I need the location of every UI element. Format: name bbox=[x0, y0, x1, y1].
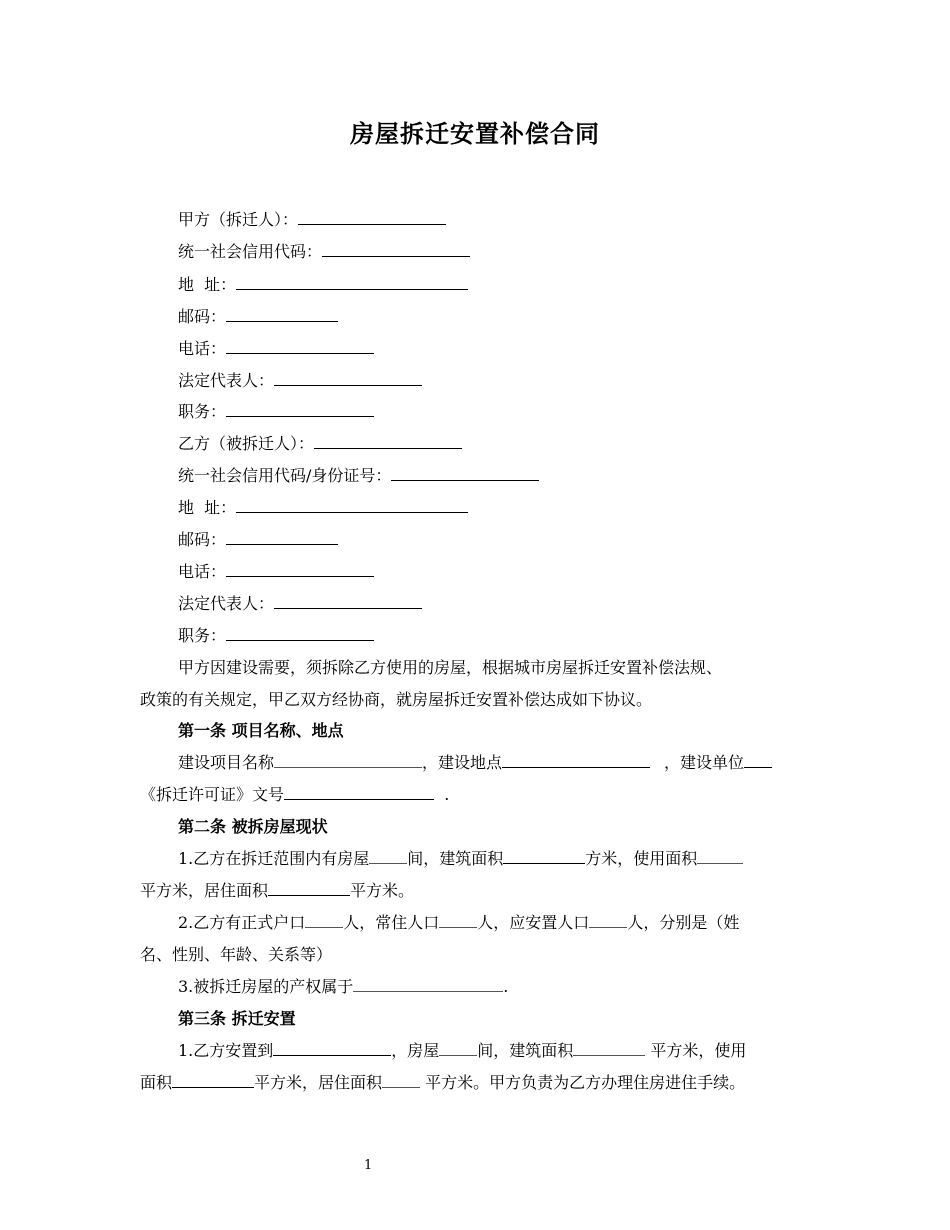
party-a-phone-blank[interactable] bbox=[226, 339, 374, 354]
party-a-address-field bbox=[178, 275, 820, 295]
party-b-postcode-blank[interactable] bbox=[226, 530, 338, 545]
article-2-item-1 bbox=[178, 849, 820, 869]
permit-end: . bbox=[434, 785, 450, 804]
party-a-postcode-field bbox=[178, 307, 820, 327]
registered-label: 2.乙方有正式户口 bbox=[178, 913, 306, 932]
rooms-blank[interactable] bbox=[369, 849, 407, 864]
party-a-field bbox=[178, 210, 820, 230]
new-living-area-blank[interactable] bbox=[382, 1073, 420, 1088]
party-b-legal-rep-field bbox=[178, 594, 820, 614]
new-building-area-label: 间，建筑面积 bbox=[477, 1041, 574, 1060]
party-a-legal-rep-field bbox=[178, 371, 820, 391]
living-area-unit: 平方米。 bbox=[350, 881, 415, 900]
new-rooms-label: ，房屋 bbox=[391, 1041, 440, 1060]
party-b-postcode-label: 邮码： bbox=[178, 530, 227, 549]
rooms-label: 1.乙方在拆迁范围内有房屋 bbox=[178, 849, 370, 868]
party-b-credit-code-blank[interactable] bbox=[391, 466, 539, 481]
party-a-postcode-blank[interactable] bbox=[226, 307, 338, 322]
new-living-area-label: 平方米，居住面积 bbox=[254, 1073, 383, 1092]
party-b-position-blank[interactable] bbox=[226, 626, 374, 641]
new-usable-area-blank[interactable] bbox=[172, 1073, 254, 1088]
project-unit-label: ，建设单位 bbox=[664, 753, 745, 772]
party-b-phone-blank[interactable] bbox=[226, 562, 374, 577]
article-1-heading: 第一条 项目名称、地点 bbox=[178, 721, 344, 740]
party-a-credit-code-blank[interactable] bbox=[322, 242, 470, 257]
document-title: 房屋拆迁安置补偿合同 bbox=[350, 120, 600, 148]
resettle-to-blank[interactable] bbox=[273, 1041, 391, 1056]
project-unit-blank[interactable] bbox=[744, 753, 772, 768]
resettle-blank[interactable] bbox=[589, 913, 627, 928]
building-area-blank[interactable] bbox=[503, 849, 585, 864]
resettle-label: 人，应安置人口 bbox=[477, 913, 590, 932]
article-2-item-1-cont bbox=[140, 881, 820, 901]
preamble-line-2: 政策的有关规定，甲乙双方经协商，就房屋拆迁安置补偿达成如下协议。 bbox=[140, 690, 653, 709]
project-name-label: 建设项目名称 bbox=[178, 753, 275, 772]
party-a-label: 甲方（拆迁人）： bbox=[178, 210, 299, 229]
party-b-label: 乙方（被拆迁人）： bbox=[178, 434, 315, 453]
party-b-address-field bbox=[178, 498, 820, 518]
party-a-phone-field bbox=[178, 339, 820, 359]
party-b-legal-rep-label: 法定代表人： bbox=[178, 594, 275, 613]
new-rooms-blank[interactable] bbox=[439, 1041, 477, 1056]
party-b-address-label: 地 址： bbox=[178, 498, 237, 517]
move-in-text: 平方米。甲方负责为乙方办理住房进住手续。 bbox=[420, 1073, 746, 1092]
article-1-line-2 bbox=[140, 785, 820, 805]
party-b-credit-code-label: 统一社会信用代码/身份证号： bbox=[178, 466, 392, 485]
page-number: 1 bbox=[364, 1158, 373, 1173]
new-usable-area-label: 面积 bbox=[140, 1073, 173, 1092]
party-b-blank[interactable] bbox=[314, 434, 462, 449]
living-area-blank[interactable] bbox=[268, 881, 350, 896]
party-b-address-blank[interactable] bbox=[236, 498, 468, 513]
party-a-address-blank[interactable] bbox=[236, 275, 468, 290]
permit-blank[interactable] bbox=[284, 785, 434, 800]
new-usable-label: 平方米，使用 bbox=[645, 1041, 747, 1060]
party-a-position-label: 职务： bbox=[178, 402, 227, 421]
party-a-legal-rep-label: 法定代表人： bbox=[178, 371, 275, 390]
ownership-blank[interactable] bbox=[353, 977, 503, 992]
article-1-line-1 bbox=[178, 753, 820, 773]
ownership-end: . bbox=[503, 977, 509, 996]
party-b-legal-rep-blank[interactable] bbox=[274, 594, 422, 609]
resident-label: 人，常住人口 bbox=[343, 913, 440, 932]
party-a-credit-code-label: 统一社会信用代码： bbox=[178, 242, 323, 261]
article-2-item-2-cont: 名、性别、年龄、关系等） bbox=[140, 945, 333, 964]
project-name-blank[interactable] bbox=[274, 753, 422, 768]
preamble-line-1: 甲方因建设需要，须拆除乙方使用的房屋，根据城市房屋拆迁安置补偿法规、 bbox=[178, 658, 723, 677]
new-building-area-blank[interactable] bbox=[573, 1041, 645, 1056]
article-2-heading: 第二条 被拆房屋现状 bbox=[178, 817, 328, 836]
article-3-item-1 bbox=[178, 1041, 820, 1061]
party-b-position-label: 职务： bbox=[178, 626, 227, 645]
party-a-postcode-label: 邮码： bbox=[178, 307, 227, 326]
resident-blank[interactable] bbox=[439, 913, 477, 928]
permit-label: 《拆迁许可证》文号 bbox=[140, 785, 285, 804]
party-a-position-field bbox=[178, 402, 820, 422]
usable-area-blank[interactable] bbox=[697, 849, 743, 864]
party-b-field bbox=[178, 434, 820, 454]
party-a-legal-rep-blank[interactable] bbox=[274, 371, 422, 386]
party-b-position-field bbox=[178, 626, 820, 646]
article-3-heading: 第三条 拆迁安置 bbox=[178, 1009, 296, 1028]
building-area-label: 间，建筑面积 bbox=[407, 849, 504, 868]
party-a-position-blank[interactable] bbox=[226, 402, 374, 417]
registered-blank[interactable] bbox=[305, 913, 343, 928]
party-a-credit-code-field bbox=[178, 242, 820, 262]
party-b-credit-code-field bbox=[178, 466, 820, 486]
party-b-phone-label: 电话： bbox=[178, 562, 227, 581]
usable-area-label: 方米，使用面积 bbox=[585, 849, 698, 868]
article-2-item-2 bbox=[178, 913, 820, 933]
article-3-item-1-cont bbox=[140, 1073, 820, 1093]
persons-label: 人，分别是（姓 bbox=[627, 913, 740, 932]
party-a-phone-label: 电话： bbox=[178, 339, 227, 358]
party-b-phone-field bbox=[178, 562, 820, 582]
party-a-blank[interactable] bbox=[298, 210, 446, 225]
party-a-address-label: 地 址： bbox=[178, 275, 237, 294]
project-location-blank[interactable] bbox=[502, 753, 650, 768]
living-area-label: 平方米，居住面积 bbox=[140, 881, 269, 900]
project-location-label: ，建设地点 bbox=[422, 753, 503, 772]
ownership-label: 3.被拆迁房屋的产权属于 bbox=[178, 977, 354, 996]
resettle-to-label: 1.乙方安置到 bbox=[178, 1041, 274, 1060]
article-2-item-3 bbox=[178, 977, 820, 997]
party-b-postcode-field bbox=[178, 530, 820, 550]
